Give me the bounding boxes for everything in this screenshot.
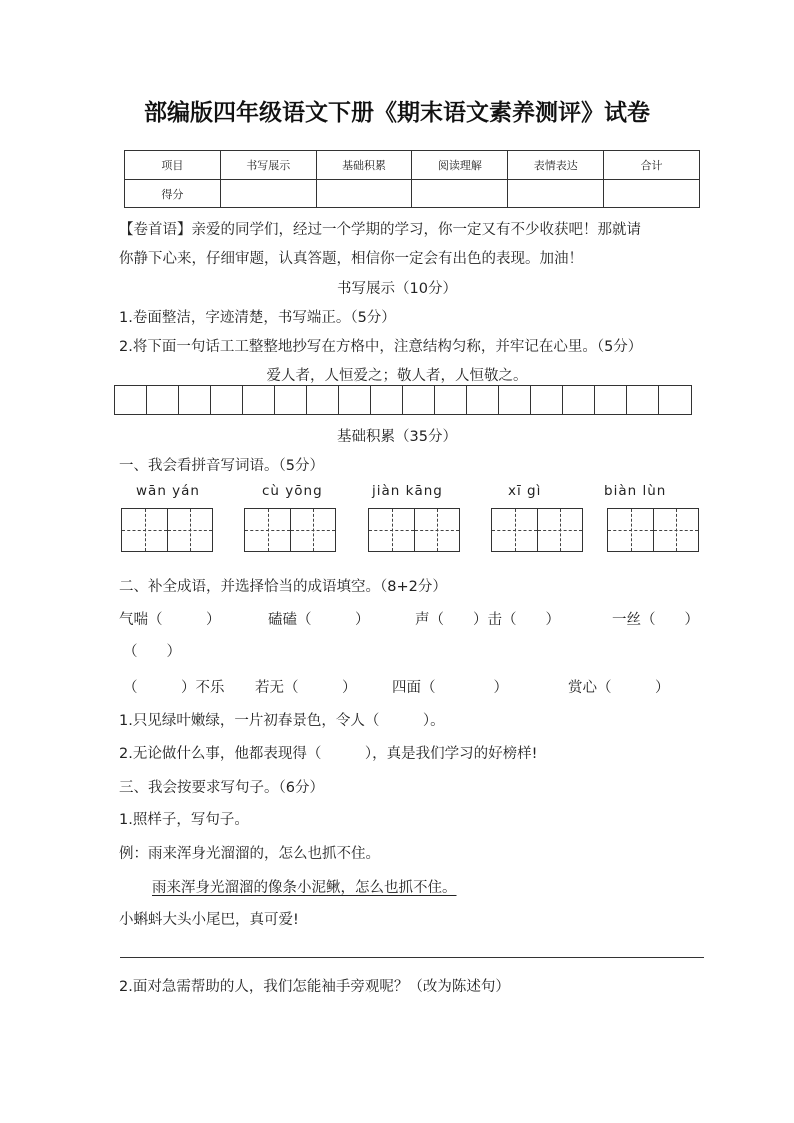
pinyin-question-heading: 一、我会看拼音写词语。（5分） [119, 458, 324, 474]
copy-grid-cell[interactable] [211, 386, 243, 414]
idiom-blank-4[interactable]: 一丝（ ） [612, 612, 699, 628]
idiom-blank-7[interactable]: 四面（ ） [392, 680, 508, 696]
idiom-fill-question-1: 1.只见绿叶嫩绿，一片初春景色，令人（ ）。 [119, 713, 445, 729]
tianzige-box-4[interactable] [491, 508, 583, 552]
idiom-blank-2[interactable]: 磕磕（ ） [268, 612, 370, 628]
idiom-blank-6[interactable]: 若无（ ） [255, 680, 357, 696]
tianzige-box-5[interactable] [607, 508, 699, 552]
copy-grid-cell[interactable] [531, 386, 563, 414]
tianzige-box-1[interactable] [121, 508, 213, 552]
copy-grid-cell[interactable] [339, 386, 371, 414]
tianzige-box-3[interactable] [368, 508, 460, 552]
sentence-question-heading: 三、我会按要求写句子。（6分） [119, 780, 324, 796]
copy-grid-cell[interactable] [275, 386, 307, 414]
copy-sentence: 爱人者，人恒爱之；敬人者，人恒敬之。 [266, 368, 528, 384]
copy-grid-cell[interactable] [659, 386, 691, 414]
copy-grid-cell[interactable] [595, 386, 627, 414]
copy-grid-cell[interactable] [627, 386, 659, 414]
sentence-example: 例：雨来浑身光溜溜的，怎么也抓不住。 [119, 846, 380, 862]
idiom-blank-4-wrap[interactable]: （ ） [123, 644, 181, 660]
idiom-fill-question-2: 2.无论做什么事，他都表现得（ ），真是我们学习的好榜样! [119, 746, 538, 762]
basic-section-heading: 基础积累（35分） [337, 429, 457, 445]
score-cell-basic[interactable] [316, 180, 412, 208]
page-title: 部编版四年级语文下册《期末语文素养测评》试卷 [144, 99, 650, 126]
pinyin-2: cù yōng [262, 483, 323, 499]
score-table [124, 150, 700, 208]
idiom-blank-1[interactable]: 气喘（ ） [119, 612, 221, 628]
tianzige-box-2[interactable] [244, 508, 336, 552]
score-cell-total[interactable] [604, 180, 700, 208]
copy-grid-cell[interactable] [403, 386, 435, 414]
answer-line[interactable] [120, 957, 704, 958]
sentence-question-1: 1.照样子，写句子。 [119, 812, 249, 828]
intro-line-2: 你静下心来，仔细审题，认真答题，相信你一定会有出色的表现。加油！ [119, 251, 583, 267]
writing-question-1: 1.卷面整洁，字迹清楚，书写端正。（5分） [119, 310, 396, 326]
copy-grid-cell[interactable] [435, 386, 467, 414]
sentence-example-answer: 雨来浑身光溜溜的像条小泥鳅，怎么也抓不住。 [152, 880, 457, 896]
copy-grid-cell[interactable] [563, 386, 595, 414]
pinyin-4: xī gì [508, 483, 542, 499]
score-table-score-row [125, 180, 700, 208]
copy-grid-cell[interactable] [499, 386, 531, 414]
score-header-writing: 书写展示 [220, 151, 316, 180]
pinyin-5: biàn lùn [604, 483, 667, 499]
score-cell-writing[interactable] [220, 180, 316, 208]
copy-grid-cell[interactable] [147, 386, 179, 414]
sentence-prompt: 小蝌蚪大头小尾巴，真可爱! [119, 912, 299, 928]
score-cell-reading[interactable] [412, 180, 508, 208]
writing-question-2: 2.将下面一句话工工整整地抄写在方格中，注意结构匀称，并牢记在心里。（5分） [119, 339, 643, 355]
score-row-label: 得分 [125, 180, 221, 208]
score-header-reading: 阅读理解 [412, 151, 508, 180]
score-header-item: 项目 [125, 151, 221, 180]
copy-grid-cell[interactable] [307, 386, 339, 414]
score-header-expression: 表情表达 [508, 151, 604, 180]
copy-grid-cell[interactable] [179, 386, 211, 414]
copy-grid-cell[interactable] [115, 386, 147, 414]
pinyin-3: jiàn kāng [372, 483, 443, 499]
copy-writing-grid[interactable] [114, 385, 692, 415]
score-header-basic: 基础积累 [316, 151, 412, 180]
score-table-header-row [125, 151, 700, 180]
writing-section-heading: 书写展示（10分） [337, 281, 457, 297]
score-header-total: 合计 [604, 151, 700, 180]
score-cell-expression[interactable] [508, 180, 604, 208]
idiom-blank-5[interactable]: （ ）不乐 [123, 680, 225, 696]
idiom-question-heading: 二、补全成语，并选择恰当的成语填空。（8+2分） [119, 579, 447, 595]
copy-grid-cell[interactable] [371, 386, 403, 414]
intro-line-1: 【卷首语】亲爱的同学们，经过一个学期的学习，你一定又有不少收获吧！那就请 [119, 222, 641, 238]
idiom-blank-3[interactable]: 声（ ）击（ ） [415, 612, 560, 628]
pinyin-1: wān yán [136, 483, 200, 499]
sentence-question-2: 2.面对急需帮助的人，我们怎能袖手旁观呢？（改为陈述句） [119, 979, 510, 995]
idiom-blank-8[interactable]: 赏心（ ） [568, 680, 670, 696]
copy-grid-cell[interactable] [467, 386, 499, 414]
copy-grid-cell[interactable] [243, 386, 275, 414]
